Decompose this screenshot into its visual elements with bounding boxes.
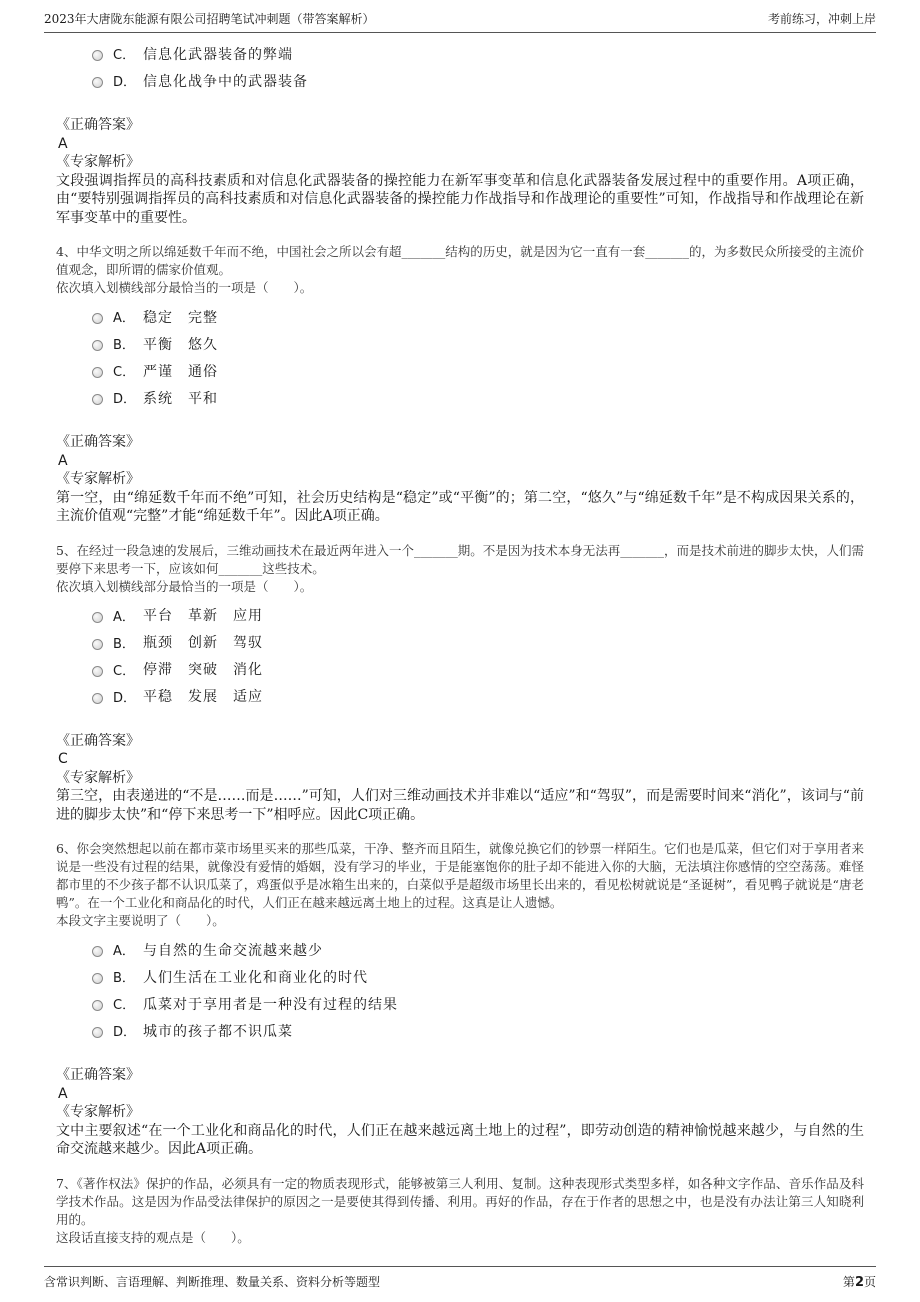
option-letter: A． bbox=[113, 311, 135, 326]
analysis-text: 文段强调指挥员的高科技素质和对信息化武器装备的操控能力在新军事变革和信息化武器装备发展过程中的重要作用。A项正确，由“要特别强调指挥员的高科技素质和对信息化武器装备的操控能力作战指导和作战理论的重要性”可知，作战指导和作战理论在新军事变革中的重要性。 bbox=[56, 172, 864, 226]
option-text: 人们生活在工业化和商业化的时代 bbox=[143, 969, 368, 986]
q4-answer-block bbox=[56, 433, 864, 526]
option-letter: B． bbox=[113, 971, 135, 986]
option-text: 系统 平和 bbox=[143, 390, 218, 407]
option-item[interactable] bbox=[92, 629, 864, 656]
page-suffix: 页 bbox=[863, 1275, 876, 1289]
answer-value: A bbox=[58, 452, 68, 469]
page-number bbox=[843, 1273, 876, 1292]
answer-value: C bbox=[58, 751, 68, 767]
answer-value: A bbox=[58, 135, 68, 152]
q7-prompt: 这段话直接支持的观点是（ ）。 bbox=[56, 1229, 250, 1245]
option-item[interactable] bbox=[92, 40, 864, 67]
page-footer bbox=[44, 1266, 876, 1297]
option-text: 停滞 突破 消化 bbox=[143, 662, 263, 678]
option-text: 城市的孩子都不识瓜菜 bbox=[143, 1023, 293, 1040]
option-letter: D． bbox=[113, 392, 137, 407]
option-letter: C． bbox=[113, 663, 136, 679]
option-item[interactable] bbox=[92, 67, 864, 94]
option-item[interactable] bbox=[92, 357, 864, 384]
option-text: 严谨 通俗 bbox=[143, 363, 218, 380]
option-text: 平衡 悠久 bbox=[143, 336, 218, 353]
radio-icon[interactable] bbox=[92, 612, 103, 623]
radio-icon[interactable] bbox=[92, 1027, 103, 1038]
option-letter: D． bbox=[113, 690, 137, 706]
option-text: 与自然的生命交流越来越少 bbox=[143, 942, 323, 959]
radio-icon[interactable] bbox=[92, 313, 103, 324]
option-item[interactable] bbox=[92, 602, 864, 629]
footer-note: 含常识判断、言语理解、判断推理、数量关系、资料分析等题型 bbox=[44, 1275, 381, 1289]
option-text: 平稳 发展 适应 bbox=[143, 689, 263, 705]
analysis-text: 文中主要叙述“在一个工业化和商品化的时代，人们正在越来越远离土地上的过程”，即劳动创造的精神愉悦越来越少，与自然的生命交流越来越少。因此A项正确。 bbox=[56, 1122, 864, 1157]
q3-answer-block bbox=[56, 116, 864, 227]
answer-label: 《正确答案》 bbox=[56, 732, 140, 749]
analysis-label: 《专家解析》 bbox=[56, 769, 140, 786]
page-header bbox=[44, 8, 876, 33]
q4-options bbox=[56, 303, 864, 411]
radio-icon[interactable] bbox=[92, 973, 103, 984]
q6-stem: 6、你会突然想起以前在都市菜市场里买来的那些瓜菜，干净、整齐而且陌生，就像兑换它们的钞票一样陌生。它们也是瓜菜，但它们对于享用者来说是一些没有过程的结果，就像没有爱情的婚姻，没有学习的毕业，于是能塞饱你的肚子却不能进入你的大脑，无法填注你感情的空空荡荡。难怪都市里的不少孩子都不认识瓜菜了，鸡蛋似乎是冰箱生出来的，白菜似乎是超级市场里长出来的，看见松树就说是“圣诞树”，看见鸭子就说是“唐老鸭”。在一个工业化和商品化的时代，人们正在越来越远离土地上的过程。这真是让人遗憾。 bbox=[56, 841, 864, 910]
option-text: 瓶颈 创新 驾驭 bbox=[143, 635, 263, 651]
q5-stem: 5、在经过一段急速的发展后，三维动画技术在最近两年进入一个_______期。不是因为技术本身无法再_______，而是技术前进的脚步太快，人们需要停下来思考一下，应该如何_______这些技术。 bbox=[56, 542, 864, 576]
header-slogan: 考前练习，冲刺上岸 bbox=[767, 12, 876, 26]
page-prefix: 第 bbox=[842, 1275, 855, 1289]
q4-stem: 4、中华文明之所以绵延数千年而不绝，中国社会之所以会有超_______结构的历史，就是因为它一直有一套_______的，为多数民众所接受的主流价值观念，即所谓的儒家价值观。 bbox=[56, 244, 864, 277]
q6-options bbox=[56, 936, 864, 1044]
answer-label: 《正确答案》 bbox=[56, 117, 140, 133]
q6-answer-block bbox=[56, 1066, 864, 1159]
radio-icon[interactable] bbox=[92, 340, 103, 351]
option-letter: C． bbox=[113, 998, 136, 1013]
radio-icon[interactable] bbox=[92, 50, 103, 61]
option-item[interactable] bbox=[92, 683, 864, 710]
option-letter: A． bbox=[113, 609, 135, 625]
q4-prompt: 依次填入划横线部分最恰当的一项是（ ）。 bbox=[56, 280, 313, 295]
option-item[interactable] bbox=[92, 1017, 864, 1044]
radio-icon[interactable] bbox=[92, 1000, 103, 1011]
radio-icon[interactable] bbox=[92, 639, 103, 650]
radio-icon[interactable] bbox=[92, 77, 103, 88]
q5-prompt: 依次填入划横线部分最恰当的一项是（ ）。 bbox=[56, 578, 313, 594]
option-item[interactable] bbox=[92, 384, 864, 411]
document-body bbox=[56, 40, 864, 1253]
option-letter: B． bbox=[113, 338, 135, 353]
option-text: 稳定 完整 bbox=[143, 309, 218, 326]
analysis-text: 第一空，由“绵延数千年而不绝”可知，社会历史结构是“稳定”或“平衡”的；第二空，“悠久”与“绵延数千年”是不构成因果关系的，主流价值观“完整”才能“绵延数千年”。因此A项正确。 bbox=[56, 489, 864, 524]
q7-stem: 7、《著作权法》保护的作品，必须具有一定的物质表现形式，能够被第三人利用、复制。这种表现形式类型多样，如各种文字作品、音乐作品及科学技术作品。这是因为作品受法律保护的原因之一是要使其得到传播、利用。再好的作品，存在于作者的思想之中，也是没有办法让第三人知晓利用的。 bbox=[56, 1175, 864, 1227]
option-item[interactable] bbox=[92, 656, 864, 683]
analysis-label: 《专家解析》 bbox=[56, 1104, 140, 1120]
option-text: 瓜菜对于享用者是一种没有过程的结果 bbox=[143, 996, 398, 1013]
q5-options bbox=[56, 602, 864, 710]
radio-icon[interactable] bbox=[92, 367, 103, 378]
option-item[interactable] bbox=[92, 330, 864, 357]
option-item[interactable] bbox=[92, 936, 864, 963]
radio-icon[interactable] bbox=[92, 666, 103, 677]
radio-icon[interactable] bbox=[92, 394, 103, 405]
option-text: 信息化战争中的武器装备 bbox=[143, 73, 308, 90]
document-title: 2023年大唐陇东能源有限公司招聘笔试冲刺题（带答案解析） bbox=[44, 12, 375, 26]
analysis-text: 第三空，由表递进的“不是……而是……”可知，人们对三维动画技术并非难以“适应”和“驾驭”，而是需要时间来“消化”，该词与“前进的脚步太快”和“停下来思考一下”相呼应。因此C项正确。 bbox=[56, 788, 864, 823]
q3-options bbox=[56, 40, 864, 94]
q6-prompt: 本段文字主要说明了（ ）。 bbox=[56, 913, 225, 928]
option-letter: C． bbox=[113, 48, 136, 63]
option-letter: D． bbox=[113, 1025, 137, 1040]
option-letter: C． bbox=[113, 365, 136, 380]
answer-label: 《正确答案》 bbox=[56, 434, 140, 450]
analysis-label: 《专家解析》 bbox=[56, 471, 140, 487]
radio-icon[interactable] bbox=[92, 946, 103, 957]
option-item[interactable] bbox=[92, 990, 864, 1017]
q5-answer-block bbox=[56, 732, 864, 825]
answer-value: A bbox=[58, 1085, 68, 1102]
option-letter: D． bbox=[113, 75, 137, 90]
option-letter: A． bbox=[113, 944, 135, 959]
page-number-value: 2 bbox=[854, 1275, 864, 1290]
option-letter: B． bbox=[113, 636, 135, 652]
radio-icon[interactable] bbox=[92, 693, 103, 704]
option-item[interactable] bbox=[92, 303, 864, 330]
option-text: 信息化武器装备的弊端 bbox=[143, 46, 293, 63]
option-item[interactable] bbox=[92, 963, 864, 990]
analysis-label: 《专家解析》 bbox=[56, 154, 140, 170]
option-text: 平台 革新 应用 bbox=[143, 608, 263, 624]
answer-label: 《正确答案》 bbox=[56, 1067, 140, 1083]
